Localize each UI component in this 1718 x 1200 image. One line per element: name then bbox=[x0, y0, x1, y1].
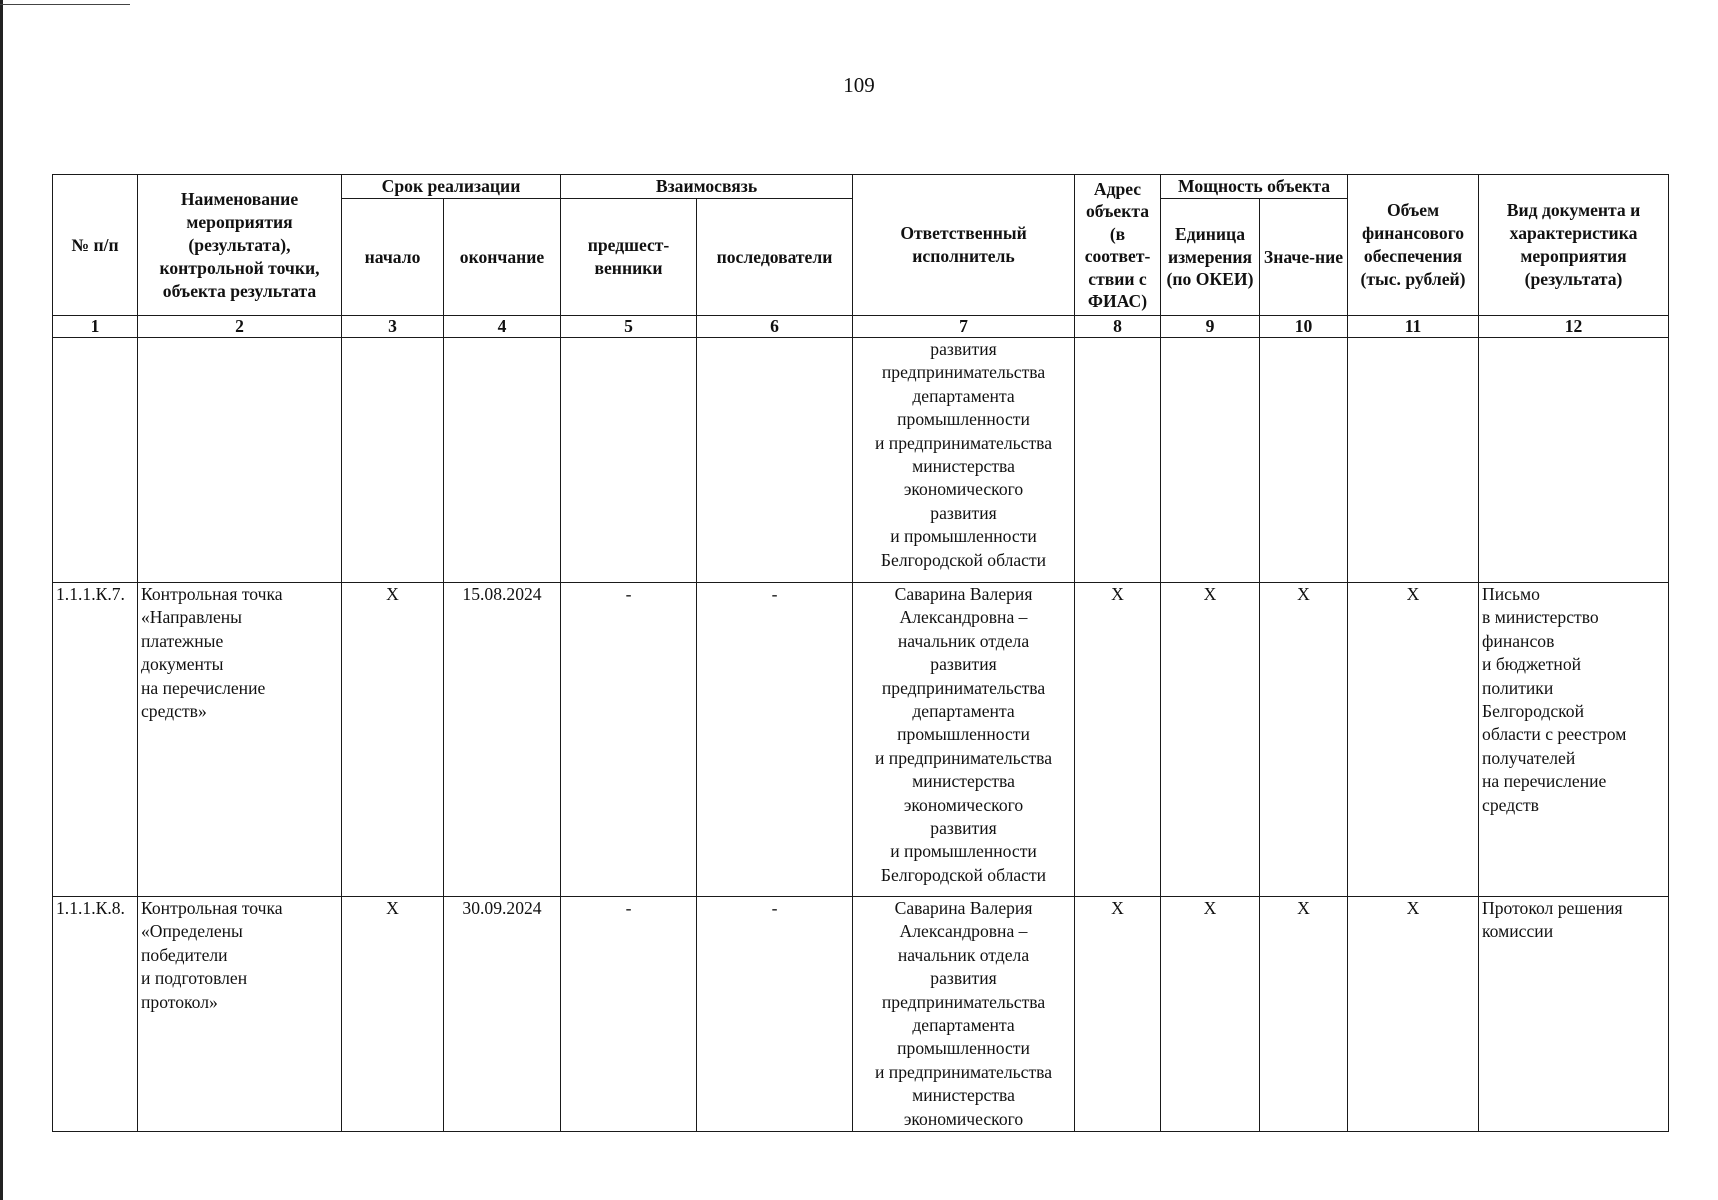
page-number: 109 bbox=[843, 73, 875, 97]
cell-finance: X bbox=[1348, 897, 1479, 1132]
cell-address: X bbox=[1075, 583, 1161, 897]
column-number: 12 bbox=[1479, 316, 1669, 338]
column-number: 3 bbox=[342, 316, 444, 338]
column-number: 1 bbox=[53, 316, 138, 338]
header-unit: Единица измерения (по ОКЕИ) bbox=[1161, 199, 1260, 316]
cell-end: 30.09.2024 bbox=[444, 897, 561, 1132]
cell-value: X bbox=[1260, 897, 1348, 1132]
cell-num: 1.1.1.К.7. bbox=[53, 583, 138, 897]
cell-name bbox=[138, 338, 342, 583]
header-executor: Ответственный исполнитель bbox=[853, 175, 1075, 316]
cell-address bbox=[1075, 338, 1161, 583]
cell-next: - bbox=[697, 897, 853, 1132]
cell-unit: X bbox=[1161, 583, 1260, 897]
cell-name: Контрольная точка «Определены победители и подготовлен протокол» bbox=[138, 897, 342, 1132]
header-value: Значе-ние bbox=[1260, 199, 1348, 316]
cell-start: X bbox=[342, 897, 444, 1132]
header-num: № п/п bbox=[53, 175, 138, 316]
column-number: 9 bbox=[1161, 316, 1260, 338]
column-number: 7 bbox=[853, 316, 1075, 338]
cell-next bbox=[697, 338, 853, 583]
cell-doc: Протокол решения комиссии bbox=[1479, 897, 1669, 1132]
table-body bbox=[53, 338, 1669, 1132]
header-capacity-group: Мощность объекта bbox=[1161, 175, 1348, 199]
plan-table bbox=[52, 174, 1669, 1132]
header-term-start: начало bbox=[342, 199, 444, 316]
cell-doc: Письмо в министерство финансов и бюджетной политики Белгородской области с реестром получателей на перечисление средств bbox=[1479, 583, 1669, 897]
cell-executor: Саварина Валерия Александровна – начальник отдела развития предпринимательства департамента промышленности и предпринимательства министерства экономического bbox=[853, 897, 1075, 1132]
header-link-next: последователи bbox=[697, 199, 853, 316]
scan-edge-top bbox=[0, 4, 130, 5]
header-link-group: Взаимосвязь bbox=[561, 175, 853, 199]
table-row bbox=[53, 338, 1669, 583]
cell-finance: X bbox=[1348, 583, 1479, 897]
header-finance: Объем финансового обеспечения (тыс. рублей) bbox=[1348, 175, 1479, 316]
cell-executor: развития предпринимательства департамента промышленности и предпринимательства министерства экономического развития и промышленности Белгородской области bbox=[853, 338, 1075, 583]
header-address: Адрес объекта (в соответ-ствии с ФИАС) bbox=[1075, 175, 1161, 316]
header-name: Наименование мероприятия (результата), контрольной точки, объекта результата bbox=[138, 175, 342, 316]
column-number: 5 bbox=[561, 316, 697, 338]
cell-value: X bbox=[1260, 583, 1348, 897]
cell-next: - bbox=[697, 583, 853, 897]
cell-finance bbox=[1348, 338, 1479, 583]
column-number: 4 bbox=[444, 316, 561, 338]
header-term-group: Срок реализации bbox=[342, 175, 561, 199]
table-header bbox=[53, 175, 1669, 338]
column-number: 2 bbox=[138, 316, 342, 338]
cell-doc bbox=[1479, 338, 1669, 583]
cell-prev: - bbox=[561, 897, 697, 1132]
cell-start: X bbox=[342, 583, 444, 897]
scan-edge-left bbox=[0, 0, 3, 1200]
column-number: 10 bbox=[1260, 316, 1348, 338]
table-row bbox=[53, 897, 1669, 1132]
cell-prev: - bbox=[561, 583, 697, 897]
header-doc: Вид документа и характеристика мероприятия (результата) bbox=[1479, 175, 1669, 316]
cell-address: X bbox=[1075, 897, 1161, 1132]
cell-num: 1.1.1.К.8. bbox=[53, 897, 138, 1132]
cell-value bbox=[1260, 338, 1348, 583]
cell-unit: X bbox=[1161, 897, 1260, 1132]
cell-start bbox=[342, 338, 444, 583]
cell-prev bbox=[561, 338, 697, 583]
table-row bbox=[53, 583, 1669, 897]
cell-unit bbox=[1161, 338, 1260, 583]
cell-name: Контрольная точка «Направлены платежные документы на перечисление средств» bbox=[138, 583, 342, 897]
cell-num bbox=[53, 338, 138, 583]
column-number: 6 bbox=[697, 316, 853, 338]
cell-end bbox=[444, 338, 561, 583]
column-number: 8 bbox=[1075, 316, 1161, 338]
cell-end: 15.08.2024 bbox=[444, 583, 561, 897]
header-link-prev: предшест-венники bbox=[561, 199, 697, 316]
column-number: 11 bbox=[1348, 316, 1479, 338]
header-term-end: окончание bbox=[444, 199, 561, 316]
cell-executor: Саварина Валерия Александровна – начальник отдела развития предпринимательства департамента промышленности и предпринимательства министерства экономического развития и промышленности Белгородской области bbox=[853, 583, 1075, 897]
